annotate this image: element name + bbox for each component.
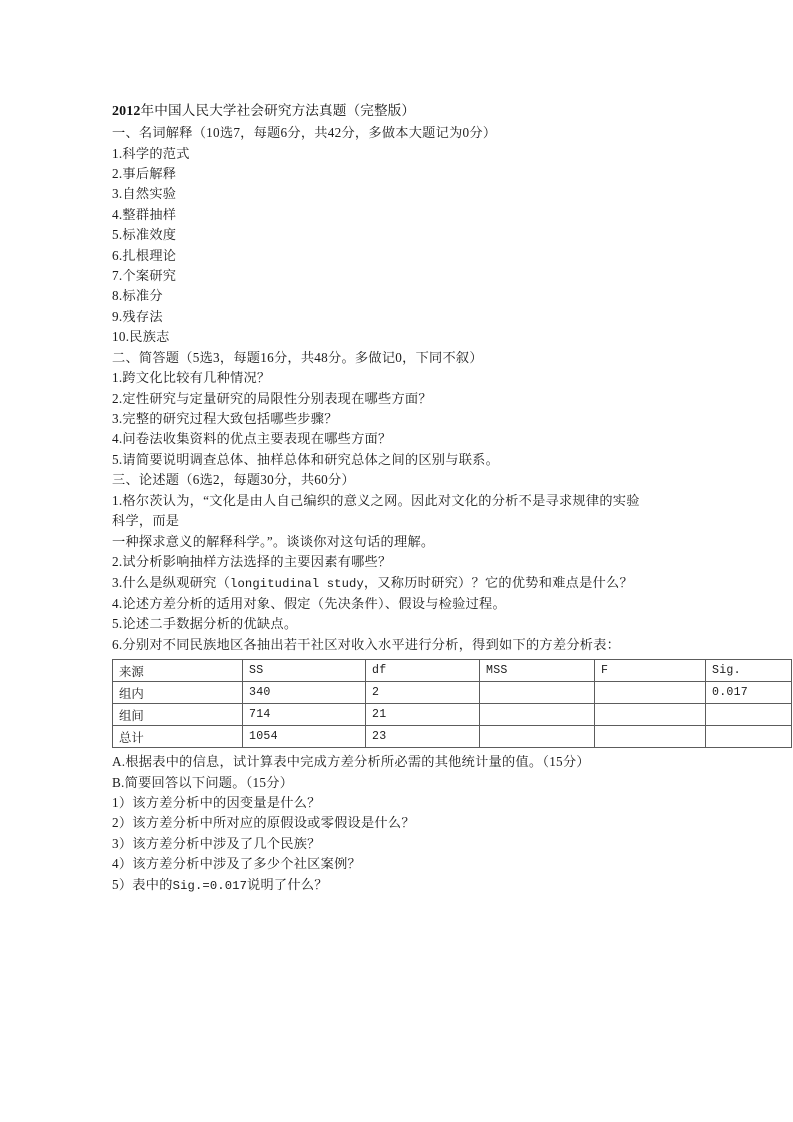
section-three-item-4: 4.论述方差分析的适用对象、假定（先决条件）、假设与检验过程。	[112, 595, 506, 611]
table-cell-f-total	[595, 726, 706, 748]
table-cell-source-within: 组内	[113, 682, 243, 704]
section-three-item-3-prefix: 3.什么是纵观研究（	[112, 574, 231, 590]
sub-question-b-item-2: 2）该方差分析中所对应的原假设或零假设是什么？	[112, 815, 415, 831]
section-three-item-1-line-1: 1.格尔茨认为，“文化是由人自己编织的意义之网。因此对文化的分析不是寻求规律的实验	[112, 492, 640, 508]
table-cell-df-within: 2	[366, 682, 480, 704]
sub-question-b-item-5-prefix: 5）表中的	[112, 876, 173, 892]
table-cell-f-between	[595, 704, 706, 726]
section-three-item-1-line-3: 一种探求意义的解释科学。”。谈谈你对这句话的理解。	[112, 533, 435, 549]
table-header-f: F	[595, 660, 706, 682]
sub-question-b-item-5-suffix: 说明了什么？	[247, 876, 328, 892]
table-cell-sig-within: 0.017	[706, 682, 792, 704]
section-one-item-10: 10.民族志	[112, 329, 170, 345]
section-three-item-3-suffix: ，又称历时研究）？它的优势和难点是什么？	[363, 574, 633, 590]
section-three-heading: 三、论述题（6选2，每题30分，共60分）	[112, 472, 355, 488]
section-three-item-5: 5.论述二手数据分析的优缺点。	[112, 616, 298, 632]
anova-table	[112, 659, 792, 748]
section-three-item-3	[112, 573, 792, 594]
section-three-item-6: 6.分别对不同民族地区各抽出若干社区对收入水平进行分析，得到如下的方差分析表：	[112, 636, 621, 652]
table-cell-mss-within	[480, 682, 595, 704]
sub-question-a: A.根据表中的信息，试计算表中完成方差分析所必需的其他统计量的值。（15分）	[112, 754, 590, 770]
section-two-item-4: 4.问卷法收集资料的优点主要表现在哪些方面？	[112, 431, 392, 447]
table-cell-mss-total	[480, 726, 595, 748]
table-cell-source-between: 组间	[113, 704, 243, 726]
section-one-heading: 一、名词解释（10选7，每题6分，共42分，多做本大题记为0分）	[112, 125, 497, 140]
table-row	[113, 704, 792, 726]
sub-question-b-item-5-sig-value: Sig.=0.017	[172, 878, 248, 893]
sub-question-b-item-3: 3）该方差分析中涉及了几个民族？	[112, 835, 321, 851]
table-header-row	[113, 660, 792, 682]
table-cell-df-total: 23	[366, 726, 480, 748]
sub-question-b: B.简要回答以下问题。（15分）	[112, 774, 294, 790]
table-header-mss: MSS	[480, 660, 595, 682]
section-two-item-1: 1.跨文化比较有几种情况？	[112, 370, 271, 386]
document-body	[112, 100, 792, 896]
section-one-item-4: 4.整群抽样	[112, 206, 177, 222]
section-one-item-5: 5.标准效度	[112, 227, 177, 243]
table-row	[113, 726, 792, 748]
section-two-item-2: 2.定性研究与定量研究的局限性分别表现在哪些方面？	[112, 390, 432, 406]
section-two-heading: 二、简答题（5选3，每题16分，共48分。多做记0，下同不叙）	[112, 349, 483, 365]
table-cell-source-total: 总计	[113, 726, 243, 748]
table-cell-ss-between: 714	[243, 704, 366, 726]
table-cell-df-between: 21	[366, 704, 480, 726]
table-cell-sig-between	[706, 704, 792, 726]
section-three-item-2: 2.试分析影响抽样方法选择的主要因素有哪些？	[112, 554, 392, 570]
sub-question-b-item-1: 1）该方差分析中的因变量是什么？	[112, 794, 321, 810]
document-title	[112, 100, 792, 122]
section-one-item-1: 1.科学的范式	[112, 145, 190, 161]
section-three-item-1-line-2: 科学，而是	[112, 513, 180, 529]
table-row	[113, 682, 792, 704]
anova-table-body	[113, 682, 792, 748]
section-one-item-6: 6.扎根理论	[112, 247, 177, 263]
sub-question-b-item-5	[112, 875, 792, 896]
section-two-item-5: 5.请简要说明调查总体、抽样总体和研究总体之间的区别与联系。	[112, 451, 500, 467]
section-three-item-3-latin-term: longitudinal study	[230, 576, 364, 591]
anova-table-header	[113, 660, 792, 682]
section-one-item-8: 8.标准分	[112, 288, 163, 304]
table-cell-mss-between	[480, 704, 595, 726]
table-header-ss: SS	[243, 660, 366, 682]
section-two-item-3: 3.完整的研究过程大致包括哪些步骤？	[112, 411, 338, 427]
section-one-item-9: 9.残存法	[112, 308, 163, 324]
section-one-item-2: 2.事后解释	[112, 166, 177, 181]
section-one-item-3: 3.自然实验	[112, 186, 177, 202]
table-cell-ss-within: 340	[243, 682, 366, 704]
table-header-sig: Sig.	[706, 660, 792, 682]
sub-question-b-item-4: 4）该方差分析中涉及了多少个社区案例？	[112, 856, 361, 872]
document-title-rest: 年中国人民大学社会研究方法真题（完整版）	[140, 103, 416, 118]
table-cell-sig-total	[706, 726, 792, 748]
table-header-df: df	[366, 660, 480, 682]
table-cell-ss-total: 1054	[243, 726, 366, 748]
table-cell-f-within	[595, 682, 706, 704]
document-title-year: 2012	[112, 104, 141, 119]
section-one-item-7: 7.个案研究	[112, 268, 177, 284]
table-header-source: 来源	[113, 660, 243, 682]
